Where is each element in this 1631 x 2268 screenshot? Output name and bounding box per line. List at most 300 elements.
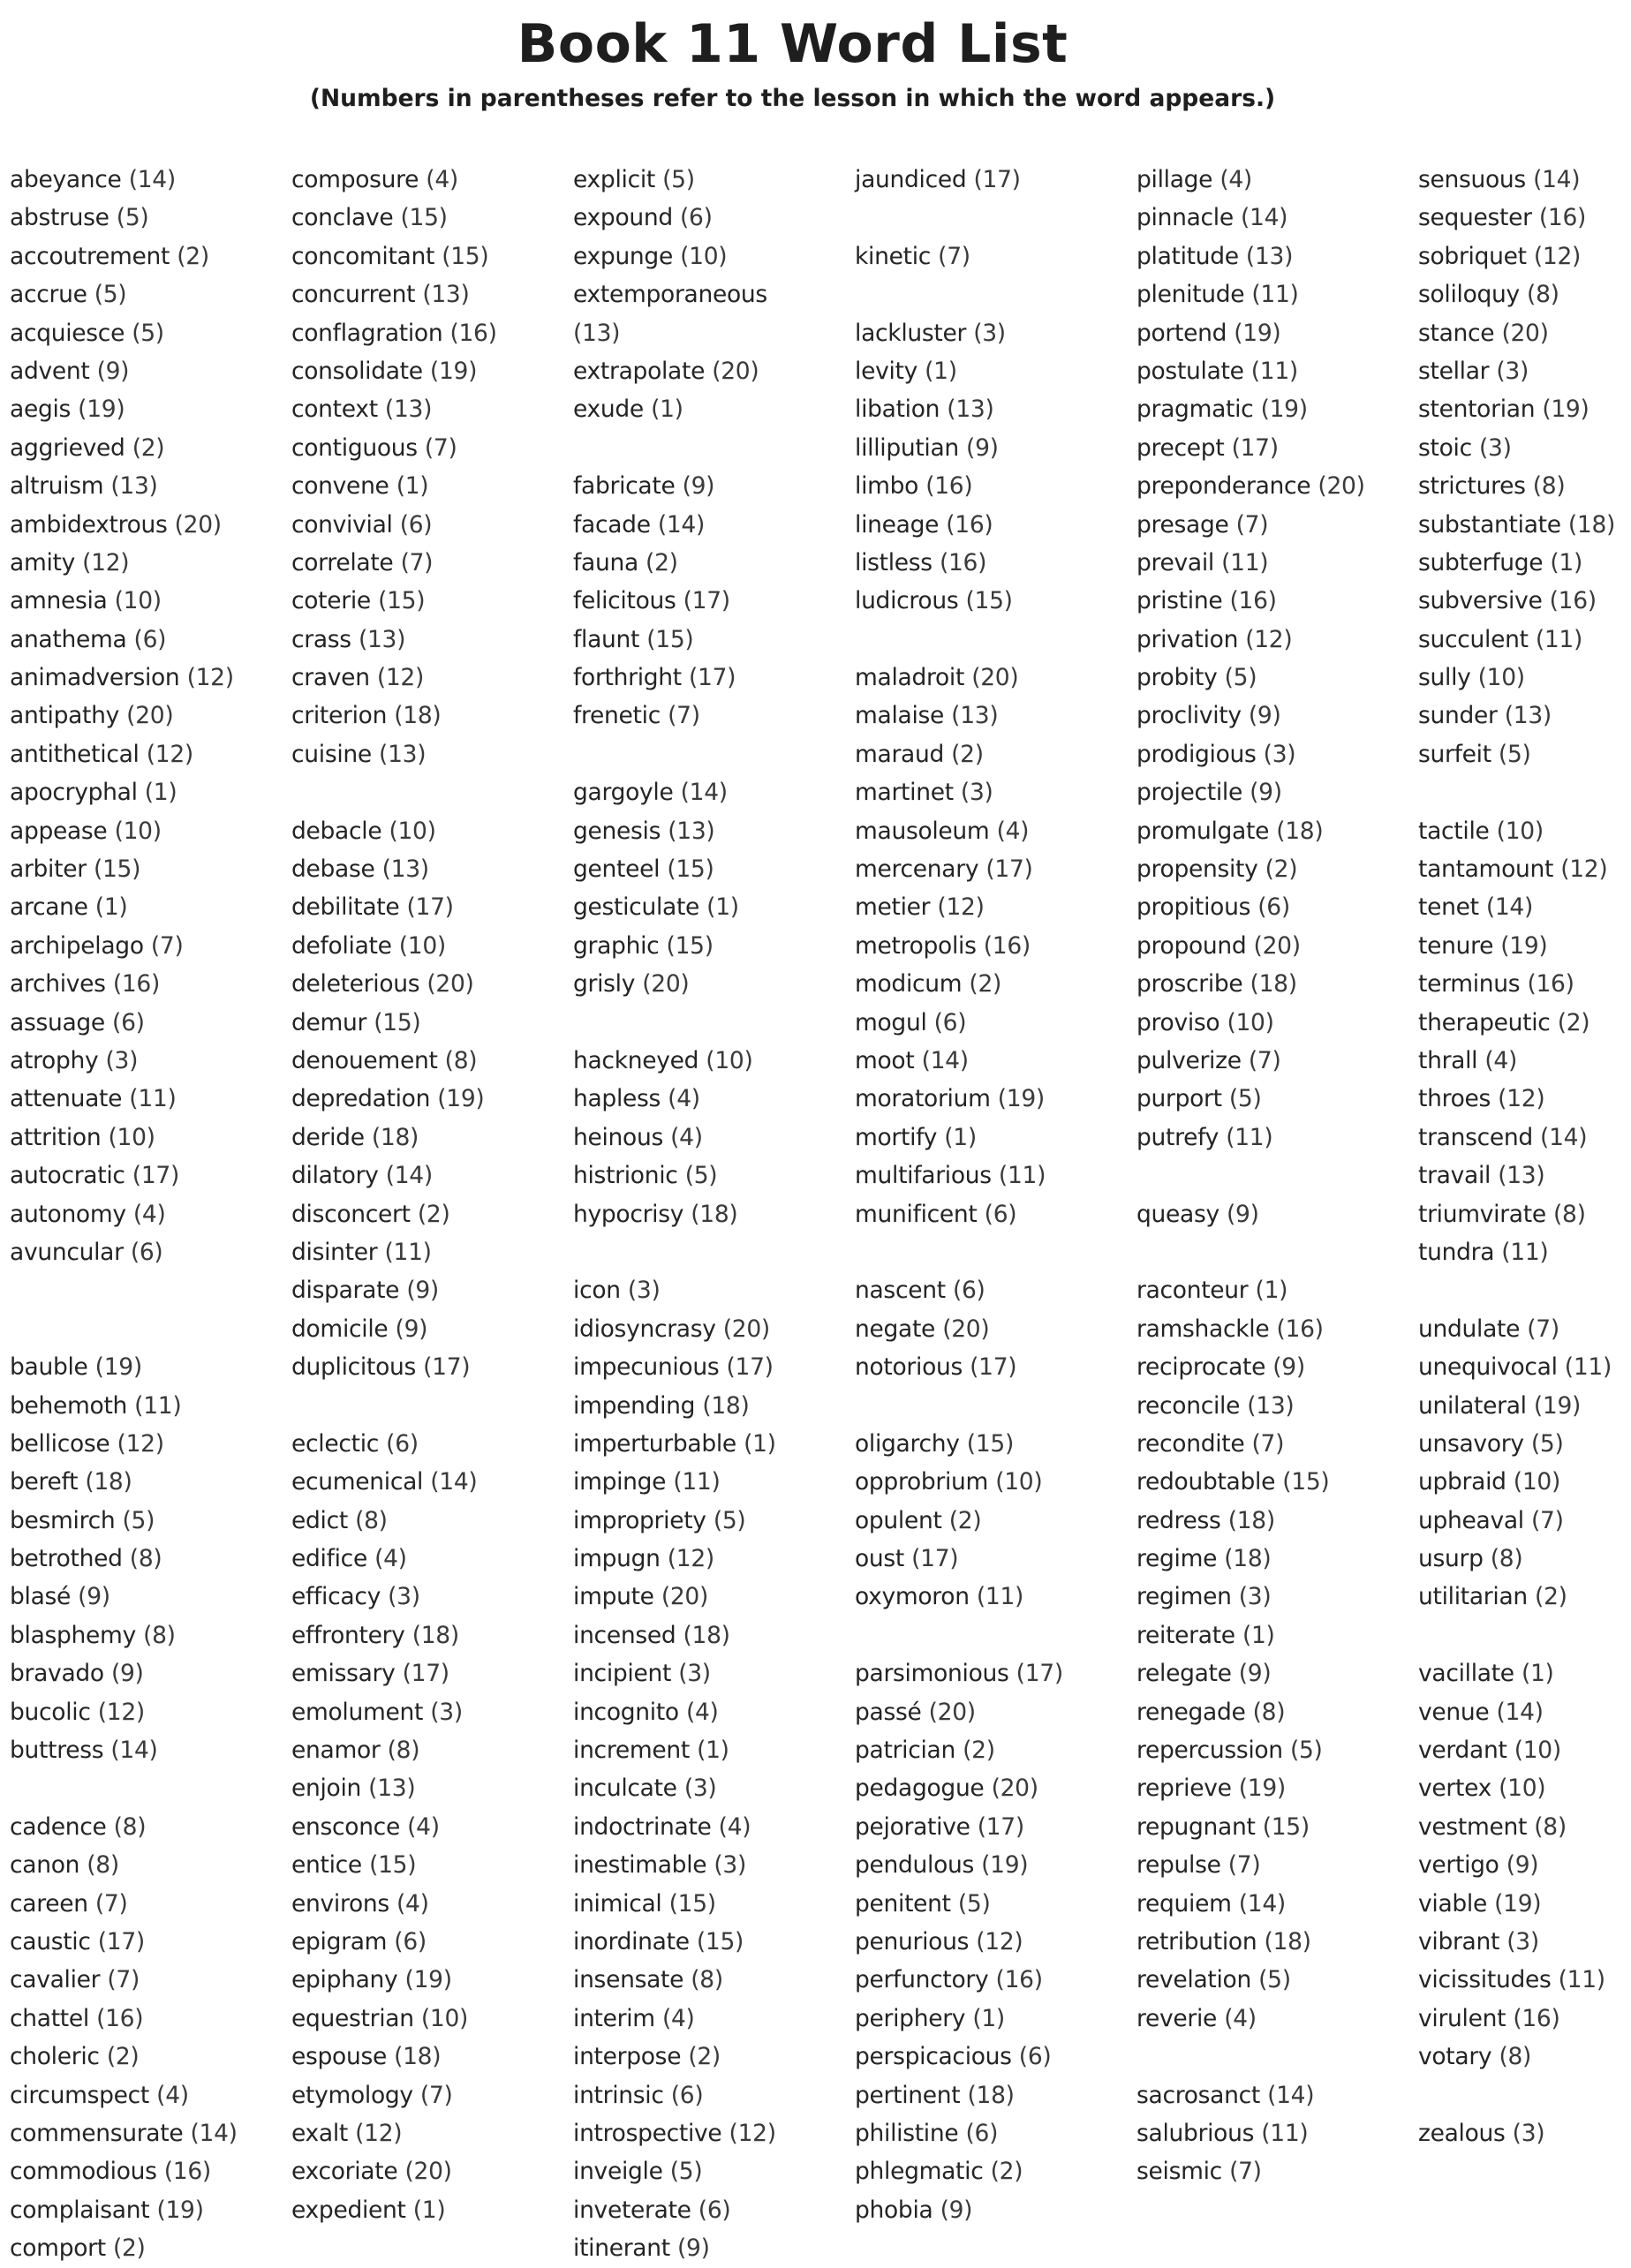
vocab-word: bucolic bbox=[10, 1698, 91, 1726]
lesson-number: (19) bbox=[437, 1085, 485, 1113]
list-item bbox=[855, 582, 1124, 620]
lesson-number: (12) bbox=[1560, 855, 1608, 884]
list-item bbox=[10, 275, 279, 313]
vocab-word: proscribe bbox=[1136, 970, 1243, 998]
lesson-number: (15) bbox=[400, 204, 448, 232]
list-item bbox=[1418, 927, 1631, 965]
lesson-number: (2) bbox=[112, 2234, 146, 2263]
list-item bbox=[10, 1425, 279, 1463]
list-item bbox=[1136, 199, 1406, 237]
list-item bbox=[1418, 429, 1631, 467]
list-item bbox=[1136, 1310, 1406, 1348]
lesson-number: (17) bbox=[977, 1812, 1024, 1841]
vocab-word: autonomy bbox=[10, 1200, 126, 1228]
lesson-number: (1) bbox=[1255, 1277, 1288, 1305]
lesson-number: (5) bbox=[713, 1506, 746, 1534]
vocab-word: votary bbox=[1418, 2043, 1492, 2071]
vocab-word: besmirch bbox=[10, 1506, 116, 1534]
lesson-number: (14) bbox=[128, 166, 176, 193]
vocab-word: stellar bbox=[1418, 357, 1490, 385]
vocab-word: venue bbox=[1418, 1698, 1490, 1726]
lesson-number: (2) bbox=[132, 433, 165, 462]
list-item bbox=[1136, 1425, 1406, 1463]
list-item bbox=[10, 2229, 279, 2267]
list-item bbox=[855, 1502, 1124, 1540]
lesson-number: (3) bbox=[430, 1698, 463, 1726]
vocab-word: extrapolate bbox=[573, 357, 706, 385]
lesson-number: (11) bbox=[1221, 548, 1269, 576]
lesson-number: (4) bbox=[407, 1812, 440, 1841]
list-item bbox=[1136, 1042, 1406, 1080]
list-item bbox=[10, 927, 279, 965]
lesson-number: (15) bbox=[369, 1851, 417, 1880]
vocab-word: exalt bbox=[291, 2119, 349, 2147]
list-item bbox=[1136, 275, 1406, 313]
lesson-number: (11) bbox=[1261, 2119, 1309, 2147]
vocab-word: amnesia bbox=[10, 587, 108, 615]
list-item bbox=[1418, 1348, 1631, 1386]
list-item bbox=[1418, 352, 1631, 390]
list-item bbox=[1418, 1654, 1631, 1692]
vocab-word: autocratic bbox=[10, 1162, 125, 1190]
lesson-number: (2) bbox=[417, 1200, 450, 1228]
vocab-word: tundra bbox=[1418, 1238, 1495, 1266]
vocab-word: inestimable bbox=[573, 1851, 707, 1880]
lesson-number: (20) bbox=[661, 1583, 709, 1611]
list-item bbox=[573, 1425, 842, 1463]
lesson-number: (18) bbox=[1264, 1927, 1311, 1955]
spacer bbox=[573, 1233, 842, 1271]
list-item bbox=[1418, 1233, 1631, 1271]
lesson-number: (9) bbox=[1272, 1353, 1305, 1382]
vocab-word: projectile bbox=[1136, 779, 1243, 807]
lesson-number: (10) bbox=[1514, 1737, 1561, 1765]
list-item bbox=[291, 1846, 561, 1884]
lesson-number: (12) bbox=[82, 548, 130, 576]
vocab-word: strictures bbox=[1418, 472, 1526, 501]
list-item bbox=[855, 1348, 1124, 1386]
lesson-number: (8) bbox=[1490, 1545, 1523, 1573]
vocab-word: sequester bbox=[1418, 204, 1532, 232]
list-item bbox=[10, 850, 279, 888]
vocab-word: upheaval bbox=[1418, 1506, 1524, 1534]
vocab-word: epigram bbox=[291, 1927, 388, 1955]
list-item bbox=[1136, 1502, 1406, 1540]
spacer bbox=[10, 1271, 279, 1309]
list-item bbox=[291, 697, 561, 735]
lesson-number: (4) bbox=[668, 1085, 700, 1113]
lesson-number: (13) bbox=[573, 319, 621, 347]
list-item bbox=[291, 352, 561, 390]
vocab-word: oust bbox=[855, 1545, 905, 1573]
vocab-word: incensed bbox=[573, 1621, 676, 1649]
lesson-number: (16) bbox=[1538, 204, 1587, 232]
vocab-word: incognito bbox=[573, 1698, 679, 1726]
vocab-word: preponderance bbox=[1136, 472, 1311, 501]
list-item bbox=[1136, 1004, 1406, 1042]
lesson-number: (8) bbox=[143, 1621, 176, 1649]
list-item bbox=[573, 1923, 842, 1961]
list-item bbox=[1418, 621, 1631, 659]
list-item bbox=[855, 1463, 1124, 1501]
vocab-word: nascent bbox=[855, 1277, 946, 1305]
lesson-number: (4) bbox=[661, 2004, 695, 2032]
lesson-number: (16) bbox=[946, 510, 993, 539]
lesson-number: (12) bbox=[1498, 1085, 1545, 1113]
lesson-number: (13) bbox=[381, 855, 429, 884]
list-item bbox=[1136, 161, 1406, 199]
lesson-number: (7) bbox=[1227, 1851, 1261, 1880]
vocab-word: entice bbox=[291, 1851, 362, 1880]
list-item bbox=[10, 506, 279, 544]
lesson-number: (13) bbox=[1247, 1391, 1295, 1420]
list-item bbox=[1418, 544, 1631, 582]
lesson-number: (17) bbox=[911, 1545, 959, 1573]
vocab-word: passé bbox=[855, 1698, 922, 1726]
lesson-number: (1) bbox=[744, 1429, 776, 1458]
list-item bbox=[855, 1004, 1124, 1042]
vocab-word: listless bbox=[855, 548, 933, 576]
lesson-number: (18) bbox=[1227, 1506, 1275, 1534]
lesson-number: (12) bbox=[186, 664, 234, 692]
list-item bbox=[855, 161, 1124, 199]
vocab-word: edifice bbox=[291, 1545, 367, 1573]
vocab-word: indoctrinate bbox=[573, 1812, 712, 1841]
lesson-number: (6) bbox=[1257, 893, 1290, 922]
list-item bbox=[10, 352, 279, 390]
list-item bbox=[10, 735, 279, 773]
lesson-number: (10) bbox=[114, 817, 162, 845]
vocab-word: oxymoron bbox=[855, 1583, 970, 1611]
list-item bbox=[855, 1808, 1124, 1846]
vocab-word: imperturbable bbox=[573, 1429, 736, 1458]
list-item bbox=[573, 506, 842, 544]
list-item bbox=[291, 812, 561, 850]
vocab-word: inordinate bbox=[573, 1927, 690, 1955]
lesson-number: (20) bbox=[1501, 319, 1549, 347]
vocab-word: modicum bbox=[855, 970, 963, 998]
lesson-number: (12) bbox=[355, 2119, 403, 2147]
vocab-word: hackneyed bbox=[573, 1046, 699, 1074]
list-item bbox=[291, 2000, 561, 2038]
spacer bbox=[573, 735, 842, 773]
vocab-word: throes bbox=[1418, 1085, 1491, 1113]
vocab-word: verdant bbox=[1418, 1737, 1507, 1765]
lesson-number: (12) bbox=[117, 1429, 164, 1458]
lesson-number: (14) bbox=[1240, 204, 1288, 232]
list-item bbox=[10, 2076, 279, 2114]
lesson-number: (17) bbox=[423, 1353, 471, 1382]
vocab-word: kinetic bbox=[855, 242, 932, 270]
lesson-number: (13) bbox=[368, 1774, 416, 1803]
lesson-number: (14) bbox=[1485, 893, 1534, 922]
list-item bbox=[855, 2152, 1124, 2190]
vocab-word: aegis bbox=[10, 396, 72, 424]
lesson-number: (10) bbox=[995, 1468, 1043, 1496]
lesson-number: (4) bbox=[670, 1123, 703, 1151]
lesson-number: (7) bbox=[1530, 1506, 1564, 1534]
list-item bbox=[291, 965, 561, 1003]
list-item bbox=[573, 1271, 842, 1309]
lesson-number: (9) bbox=[1238, 1660, 1272, 1688]
list-item bbox=[573, 1463, 842, 1501]
vocab-word: queasy bbox=[1136, 1200, 1219, 1228]
lesson-number: (15) bbox=[696, 1927, 744, 1955]
vocab-word: multifarious bbox=[855, 1162, 992, 1190]
lesson-number: (10) bbox=[108, 1123, 155, 1151]
list-item bbox=[573, 2152, 842, 2190]
lesson-number: (16) bbox=[163, 2158, 211, 2186]
lesson-number: (18) bbox=[691, 1200, 738, 1228]
vocab-word: amity bbox=[10, 548, 75, 576]
lesson-number: (10) bbox=[1513, 1468, 1560, 1496]
lesson-number: (5) bbox=[1228, 1085, 1262, 1113]
lesson-number: (9) bbox=[1226, 1200, 1259, 1228]
lesson-number: (4) bbox=[426, 166, 458, 193]
list-item bbox=[1136, 1463, 1406, 1501]
list-item bbox=[10, 1693, 279, 1731]
lesson-number: (18) bbox=[371, 1123, 419, 1151]
vocab-word: impending bbox=[573, 1391, 696, 1420]
lesson-number: (12) bbox=[729, 2119, 776, 2147]
list-item bbox=[1136, 2076, 1406, 2114]
vocab-word: etymology bbox=[291, 2081, 413, 2109]
lesson-number: (19) bbox=[1238, 1774, 1286, 1803]
lesson-number: (10) bbox=[389, 817, 436, 845]
vocab-word: virulent bbox=[1418, 2004, 1506, 2032]
lesson-number: (15) bbox=[966, 1429, 1014, 1458]
lesson-number: (14) bbox=[190, 2119, 238, 2147]
list-item bbox=[291, 1654, 561, 1692]
lesson-number: (7) bbox=[94, 1889, 128, 1918]
spacer bbox=[1136, 1157, 1406, 1194]
lesson-number: (8) bbox=[1534, 1812, 1567, 1841]
lesson-number: (13) bbox=[1504, 702, 1552, 730]
vocab-word: pristine bbox=[1136, 587, 1223, 615]
list-item bbox=[1418, 390, 1631, 428]
list-item bbox=[573, 1654, 842, 1692]
list-item bbox=[291, 237, 561, 275]
list-item bbox=[10, 888, 279, 926]
lesson-number: (12) bbox=[976, 1927, 1023, 1955]
vocab-word: felicitous bbox=[573, 587, 676, 615]
lesson-number: (18) bbox=[1224, 1545, 1272, 1573]
vocab-word: archipelago bbox=[10, 931, 144, 960]
lesson-number: (11) bbox=[1558, 1966, 1605, 1994]
lesson-number: (2) bbox=[688, 2043, 721, 2071]
vocab-word: probity bbox=[1136, 664, 1218, 692]
lesson-number: (18) bbox=[683, 1621, 730, 1649]
list-item bbox=[1418, 314, 1631, 352]
lesson-number: (19) bbox=[1542, 396, 1589, 424]
lesson-number: (3) bbox=[1478, 433, 1512, 462]
list-item bbox=[573, 659, 842, 697]
vocab-word: vibrant bbox=[1418, 1927, 1500, 1955]
vocab-word: incipient bbox=[573, 1660, 672, 1688]
vocab-word: deride bbox=[291, 1123, 365, 1151]
lesson-number: (16) bbox=[112, 970, 161, 998]
lesson-number: (18) bbox=[394, 702, 442, 730]
list-item bbox=[291, 735, 561, 773]
list-item bbox=[855, 2000, 1124, 2038]
list-item bbox=[10, 199, 279, 237]
word-column-4 bbox=[855, 161, 1124, 2229]
list-item bbox=[291, 1731, 561, 1769]
lesson-number: (2) bbox=[990, 2158, 1023, 2186]
vocab-word: craven bbox=[291, 664, 370, 692]
vocab-word: lackluster bbox=[855, 319, 967, 347]
vocab-word: interpose bbox=[573, 2043, 682, 2071]
vocab-word: prodigious bbox=[1136, 740, 1257, 768]
list-item bbox=[10, 1502, 279, 1540]
vocab-word: antipathy bbox=[10, 702, 120, 730]
list-item bbox=[1418, 275, 1631, 313]
lesson-number: (16) bbox=[449, 319, 497, 347]
lesson-number: (16) bbox=[96, 2004, 144, 2032]
lesson-number: (17) bbox=[132, 1162, 179, 1190]
lesson-number: (4) bbox=[718, 1812, 751, 1841]
lesson-number: (20) bbox=[1318, 472, 1365, 501]
list-item bbox=[573, 1731, 842, 1769]
list-item bbox=[1418, 2000, 1631, 2038]
lesson-number: (19) bbox=[404, 1966, 452, 1994]
lesson-number: (15) bbox=[93, 855, 141, 884]
lesson-number: (17) bbox=[406, 893, 454, 922]
vocab-word: presage bbox=[1136, 510, 1229, 539]
list-item bbox=[1136, 1540, 1406, 1578]
vocab-word: propound bbox=[1136, 931, 1247, 960]
lesson-number: (2) bbox=[948, 1506, 982, 1534]
vocab-word: espouse bbox=[291, 2043, 387, 2071]
list-item bbox=[573, 2000, 842, 2038]
list-item bbox=[855, 1961, 1124, 1999]
lesson-number: (1) bbox=[944, 1123, 977, 1151]
lesson-number: (14) bbox=[110, 1737, 158, 1765]
list-item bbox=[10, 1348, 279, 1386]
list-item bbox=[291, 1271, 561, 1309]
vocab-word: abeyance bbox=[10, 166, 122, 193]
lesson-number: (12) bbox=[97, 1698, 145, 1726]
vocab-word: reiterate bbox=[1136, 1621, 1235, 1649]
spacer bbox=[855, 621, 1124, 659]
list-item bbox=[1136, 735, 1406, 773]
vocab-word: pendulous bbox=[855, 1851, 975, 1880]
lesson-number: (20) bbox=[642, 970, 690, 998]
list-item bbox=[10, 1157, 279, 1194]
vocab-word: sunder bbox=[1418, 702, 1498, 730]
vocab-word: impugn bbox=[573, 1545, 661, 1573]
list-item bbox=[10, 1080, 279, 1118]
list-item bbox=[10, 467, 279, 505]
vocab-word: environs bbox=[291, 1889, 389, 1918]
lesson-number: (6) bbox=[133, 625, 167, 653]
list-item bbox=[1418, 1195, 1631, 1233]
lesson-number: (3) bbox=[678, 1660, 711, 1688]
vocab-word: perspicacious bbox=[855, 2043, 1012, 2071]
vocab-word: surfeit bbox=[1418, 740, 1491, 768]
list-item bbox=[10, 1616, 279, 1654]
lesson-number: (4) bbox=[1219, 166, 1252, 193]
lesson-number: (6) bbox=[698, 2196, 731, 2224]
vocab-word: repugnant bbox=[1136, 1812, 1256, 1841]
lesson-number: (18) bbox=[412, 1621, 459, 1649]
list-item bbox=[1418, 812, 1631, 850]
lesson-number: (16) bbox=[1229, 587, 1277, 615]
list-item bbox=[291, 1119, 561, 1157]
vocab-word: pillage bbox=[1136, 166, 1213, 193]
lesson-number: (17) bbox=[970, 1353, 1017, 1382]
vocab-word: reverie bbox=[1136, 2004, 1218, 2032]
lesson-number: (5) bbox=[1258, 1966, 1291, 1994]
vocab-word: apocryphal bbox=[10, 779, 138, 807]
vocab-word: limbo bbox=[855, 472, 919, 501]
lesson-number: (1) bbox=[972, 2004, 1005, 2032]
vocab-word: sensuous bbox=[1418, 166, 1526, 193]
vocab-word: opulent bbox=[855, 1506, 942, 1534]
list-item bbox=[1136, 2152, 1406, 2190]
list-item bbox=[291, 1042, 561, 1080]
lesson-number: (19) bbox=[1234, 319, 1281, 347]
lesson-number: (3) bbox=[960, 779, 993, 807]
list-item bbox=[291, 506, 561, 544]
list-item bbox=[1418, 1923, 1631, 1961]
list-item bbox=[1418, 965, 1631, 1003]
vocab-word: precept bbox=[1136, 433, 1225, 462]
list-item bbox=[1136, 1846, 1406, 1884]
vocab-word: exude bbox=[573, 396, 644, 424]
lesson-number: (14) bbox=[1496, 1698, 1544, 1726]
lesson-number: (10) bbox=[706, 1046, 753, 1074]
list-item bbox=[10, 773, 279, 811]
list-item bbox=[10, 1578, 279, 1616]
vocab-word: grisly bbox=[573, 970, 636, 998]
spacer bbox=[1418, 2076, 1631, 2114]
vocab-word: context bbox=[291, 396, 378, 424]
lesson-number: (6) bbox=[1018, 2043, 1052, 2071]
vocab-word: frenetic bbox=[573, 702, 661, 730]
lesson-number: (11) bbox=[134, 1391, 182, 1420]
vocab-word: concurrent bbox=[291, 281, 416, 309]
vocab-word: stentorian bbox=[1418, 396, 1536, 424]
lesson-number: (19) bbox=[156, 2196, 204, 2224]
vocab-word: comport bbox=[10, 2234, 106, 2263]
vocab-word: thrall bbox=[1418, 1046, 1478, 1074]
lesson-number: (1) bbox=[1550, 548, 1583, 576]
lesson-number: (9) bbox=[682, 472, 715, 501]
spacer bbox=[573, 1004, 842, 1042]
list-item bbox=[1418, 1540, 1631, 1578]
list-item bbox=[10, 1923, 279, 1961]
lesson-number: (15) bbox=[667, 855, 714, 884]
vocab-word: disconcert bbox=[291, 1200, 411, 1228]
lesson-number: (19) bbox=[1494, 1889, 1542, 1918]
vocab-word: crass bbox=[291, 625, 351, 653]
list-item bbox=[291, 1425, 561, 1463]
list-item bbox=[1136, 390, 1406, 428]
lesson-number: (20) bbox=[1253, 931, 1301, 960]
list-item bbox=[1136, 697, 1406, 735]
vocab-word: portend bbox=[1136, 319, 1227, 347]
vocab-word: forthright bbox=[573, 664, 682, 692]
vocab-word: animadversion bbox=[10, 664, 180, 692]
vocab-word: circumspect bbox=[10, 2081, 150, 2109]
vocab-word: attenuate bbox=[10, 1085, 123, 1113]
vocab-word: effrontery bbox=[291, 1621, 405, 1649]
vocab-word: caustic bbox=[10, 1927, 91, 1955]
vocab-word: utilitarian bbox=[1418, 1583, 1528, 1611]
list-item bbox=[291, 1310, 561, 1348]
spacer bbox=[573, 429, 842, 467]
